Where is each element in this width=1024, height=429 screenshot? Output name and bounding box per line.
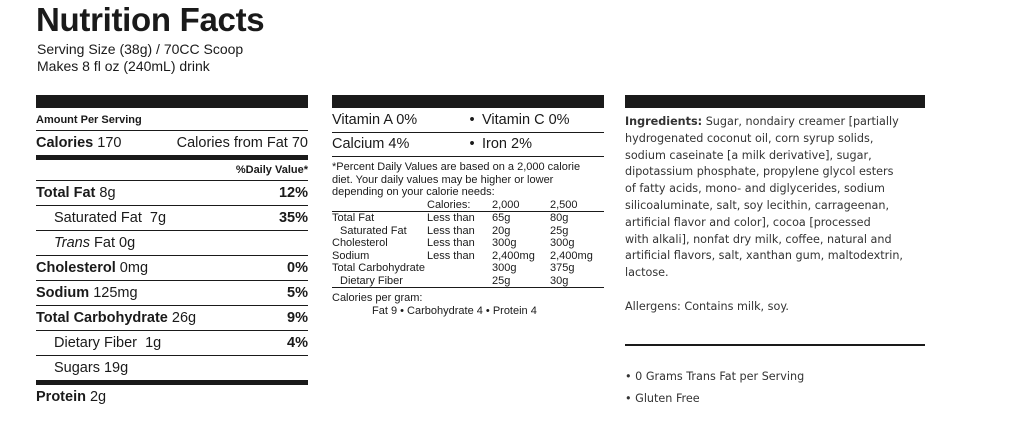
nutrition-panel — [36, 95, 308, 409]
dv-nutrient: Cholesterol — [332, 237, 388, 249]
nutrient-label: Saturated Fat — [54, 210, 142, 226]
nutrient-label: Sodium — [36, 285, 90, 301]
nutrient-amount: 0g — [119, 235, 136, 251]
amount-per-serving: Amount Per Serving — [36, 114, 142, 126]
dv-2500: 375g — [550, 262, 575, 274]
separator-dot: • — [469, 136, 475, 152]
dv-nutrient: Total Fat — [332, 212, 375, 224]
dv-2000: 2,400mg — [492, 249, 535, 262]
ingredients-line: of fatty acids, mono- and diglycerides, sodium — [625, 182, 885, 196]
calories-per-gram: Fat 9 • Carbohydrate 4 • Protein 4 — [372, 304, 537, 317]
list-item — [625, 366, 925, 388]
table-row — [332, 225, 604, 238]
nutrient-amount: 1g — [145, 335, 162, 351]
top-bar — [36, 95, 308, 108]
dv-2500: 300g — [550, 237, 575, 249]
ingredients-line: artificial flavor and color], cocoa [processed — [625, 215, 871, 229]
dv-2000: 20g — [492, 224, 511, 237]
nutrient-amount: 0mg — [119, 260, 149, 276]
bullet-list — [625, 366, 925, 410]
iron: Iron 2% — [482, 136, 532, 152]
dv-nutrient: Sodium — [332, 249, 370, 262]
nutrient-label: Total Fat — [36, 185, 96, 201]
nutrient-row-sodium — [36, 280, 308, 305]
calories-label: Calories: — [427, 198, 471, 211]
nutrient-amount: 7g — [149, 210, 167, 226]
nutrient-row-sugars — [36, 355, 308, 380]
vitamin-c: Vitamin C 0% — [482, 112, 570, 128]
nutrient-row-saturated-fat — [36, 205, 308, 230]
dv-limit: Less than — [427, 224, 475, 237]
dv-2000: 300g — [492, 262, 517, 274]
dv-2500: 25g — [550, 224, 569, 237]
footnote-text: *Percent Daily Values are based on a 2,000 calorie diet. Your daily values may be higher or lower depending on your calorie needs: — [332, 161, 581, 198]
dv-limit: Less than — [427, 249, 475, 262]
bullet-icon: • — [625, 369, 636, 383]
serving-size: Serving Size (38g) / 70CC Scoop — [37, 41, 244, 57]
ingredients-line: lactose. — [625, 266, 669, 280]
nutrient-amount: 125mg — [93, 285, 138, 301]
bullet-text: Gluten Free — [635, 391, 700, 405]
table-row — [332, 212, 604, 225]
nutrient-dv: 4% — [287, 335, 308, 351]
ingredients-line: dipotassium phosphate, propylene glycol esters — [625, 165, 894, 179]
table-row — [332, 237, 604, 250]
cal-2500: 2,500 — [550, 198, 578, 211]
nutrient-dv: 9% — [287, 310, 308, 326]
allergens: Allergens: Contains milk, soy. — [625, 299, 789, 313]
page-title: Nutrition Facts — [36, 1, 265, 38]
nutrient-dv: 12% — [278, 185, 308, 201]
nutrient-row-cholesterol — [36, 255, 308, 280]
dv-2000: 25g — [492, 274, 511, 287]
list-item — [625, 388, 925, 410]
table-row — [332, 275, 604, 288]
daily-value-header: %Daily Value* — [235, 164, 308, 176]
dv-limit — [427, 275, 492, 288]
daily-values-table — [332, 199, 604, 289]
dv-2000: 65g — [492, 212, 511, 224]
dv-nutrient: Dietary Fiber — [340, 274, 403, 287]
nutrient-amount: 26g — [171, 310, 197, 326]
top-bar — [332, 95, 604, 108]
divider — [625, 344, 925, 346]
calories-value: 170 — [97, 135, 122, 151]
calories-from-fat: Calories from Fat 70 — [176, 135, 308, 151]
ingredients-line: with alkali], nonfat dry milk, coffee, natural and — [625, 232, 892, 246]
nutrient-amount: 19g — [103, 360, 129, 376]
ingredients-line: sodium caseinate [a milk derivative], sugar, — [625, 148, 872, 162]
nutrient-label: Trans — [54, 235, 90, 251]
bullet-text: 0 Grams Trans Fat per Serving — [635, 369, 805, 383]
calories-row — [36, 130, 308, 155]
daily-value-header-row — [36, 155, 308, 180]
calories-per-gram-label: Calories per gram: — [332, 292, 423, 304]
cal-2000: 2,000 — [492, 198, 520, 211]
nutrient-amount: 8g — [99, 185, 116, 201]
table-row — [332, 262, 604, 275]
nutrient-row-total-fat — [36, 180, 308, 205]
nutrient-row-trans-fat — [36, 230, 308, 255]
ingredients-label: Ingredients: — [625, 115, 703, 128]
top-bar — [625, 95, 925, 108]
nutrient-dv: 35% — [278, 210, 308, 226]
dv-2500: 80g — [550, 212, 569, 224]
vitamin-row-1 — [332, 109, 604, 133]
nutrient-label-suffix: Fat — [94, 235, 115, 251]
dv-limit — [427, 262, 492, 275]
protein-label: Protein — [36, 389, 86, 405]
vitamin-row-2 — [332, 133, 604, 157]
ingredients-line: hydrogenated coconut oil, corn syrup solids, — [625, 131, 874, 145]
dv-nutrient: Total Carbohydrate — [332, 262, 425, 274]
calories-label: Calories — [36, 135, 94, 151]
vitamins-panel — [332, 95, 604, 317]
dv-limit: Less than — [427, 212, 475, 224]
dv-limit: Less than — [427, 237, 475, 249]
table-row — [332, 250, 604, 263]
nutrient-label: Sugars — [54, 360, 100, 376]
dv-2000: 300g — [492, 237, 517, 249]
ingredients-line: Sugar, nondairy creamer [partially — [705, 115, 899, 128]
nutrient-label: Cholesterol — [36, 260, 116, 276]
dv-nutrient: Saturated Fat — [340, 224, 407, 237]
bullet-icon: • — [625, 391, 636, 405]
separator-dot: • — [469, 112, 475, 128]
protein-amount: 2g — [89, 389, 107, 405]
dv-2500: 30g — [550, 274, 569, 287]
table-row — [332, 199, 604, 212]
vitamin-a: Vitamin A 0% — [332, 112, 418, 128]
dv-2500: 2,400mg — [550, 249, 593, 262]
nutrient-dv: 5% — [287, 285, 308, 301]
nutrient-dv: 0% — [287, 260, 308, 276]
makes-drink: Makes 8 fl oz (240mL) drink — [37, 58, 210, 74]
ingredients-line: silicoaluminate, salt, soy lecithin, carrageenan, — [625, 198, 890, 212]
nutrient-label: Dietary Fiber — [54, 335, 137, 351]
nutrient-row-total-carbohydrate — [36, 305, 308, 330]
ingredients-panel — [625, 95, 925, 410]
ingredients-line: artificial flavors, salt, xanthan gum, maltodextrin, — [625, 249, 903, 263]
nutrient-label: Total Carbohydrate — [36, 310, 168, 326]
nutrient-row-protein — [36, 380, 308, 409]
ingredients-block — [625, 114, 925, 282]
calcium: Calcium 4% — [332, 136, 410, 152]
nutrient-row-dietary-fiber — [36, 330, 308, 355]
